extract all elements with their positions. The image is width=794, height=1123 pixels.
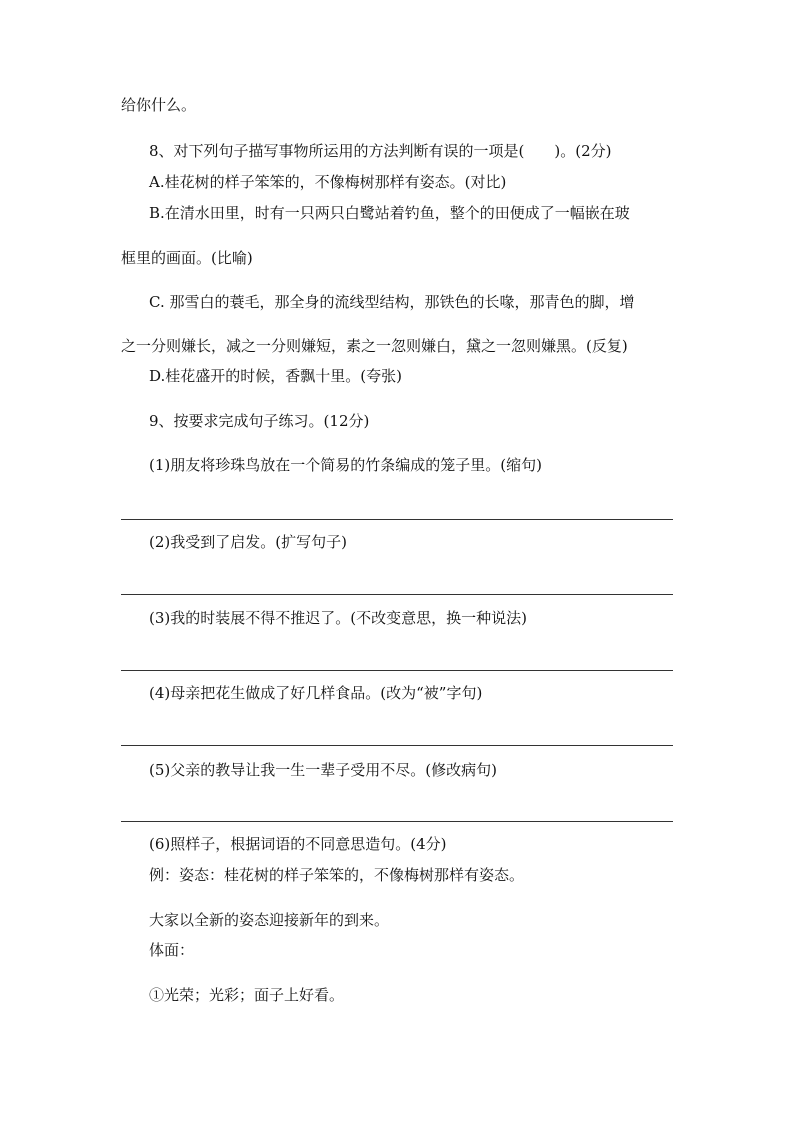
- question-9-item-2: (2)我受到了启发。(扩写句子): [149, 533, 347, 551]
- question-9-item-5: (5)父亲的教导让我一生一辈子受用不尽。(修改病句): [149, 761, 497, 779]
- question-8-option-c-continuation: 之一分则嫌长，减之一分则嫌短，素之一忽则嫌白，黛之一忽则嫌黑。(反复): [121, 337, 628, 355]
- word-meaning-1: ①光荣；光彩；面子上好看。: [149, 986, 345, 1004]
- example-sentence-2: 大家以全新的姿态迎接新年的到来。: [149, 911, 390, 929]
- answer-line-3[interactable]: [121, 670, 673, 671]
- question-9-item-1: (1)朋友将珍珠鸟放在一个简易的竹条编成的笼子里。(缩句): [149, 456, 542, 474]
- answer-line-2[interactable]: [121, 594, 673, 595]
- answer-line-4[interactable]: [121, 745, 673, 746]
- text-line-continuation: 给你什么。: [121, 96, 197, 114]
- question-8-option-b: B.在清水田里，时有一只两只白鹭站着钓鱼，整个的田便成了一幅嵌在玻: [149, 204, 630, 222]
- question-8-option-a: A.桂花树的样子笨笨的，不像梅树那样有姿态。(对比): [149, 173, 507, 191]
- answer-line-1[interactable]: [121, 519, 673, 520]
- question-8-stem: 8、对下列句子描写事物所运用的方法判断有误的一项是( )。(2分): [149, 142, 612, 160]
- question-9-item-3: (3)我的时装展不得不推迟了。(不改变意思，换一种说法): [149, 609, 527, 627]
- answer-line-5[interactable]: [121, 821, 673, 822]
- question-8-option-c: C. 那雪白的蓑毛，那全身的流线型结构，那铁色的长喙，那青色的脚，增: [149, 293, 635, 311]
- question-9-stem: 9、按要求完成句子练习。(12分): [149, 412, 370, 430]
- question-8-option-b-continuation: 框里的画面。(比喻): [121, 249, 253, 267]
- question-9-item-4: (4)母亲把花生做成了好几样食品。(改为“被”字句): [149, 684, 483, 702]
- question-8-option-d: D.桂花盛开的时候，香飘十里。(夸张): [149, 367, 402, 385]
- word-label-timian: 体面：: [149, 941, 195, 959]
- example-sentence: 例：姿态：桂花树的样子笨笨的，不像梅树那样有姿态。: [149, 866, 525, 884]
- question-9-item-6: (6)照样子，根据词语的不同意思造句。(4分): [149, 835, 447, 853]
